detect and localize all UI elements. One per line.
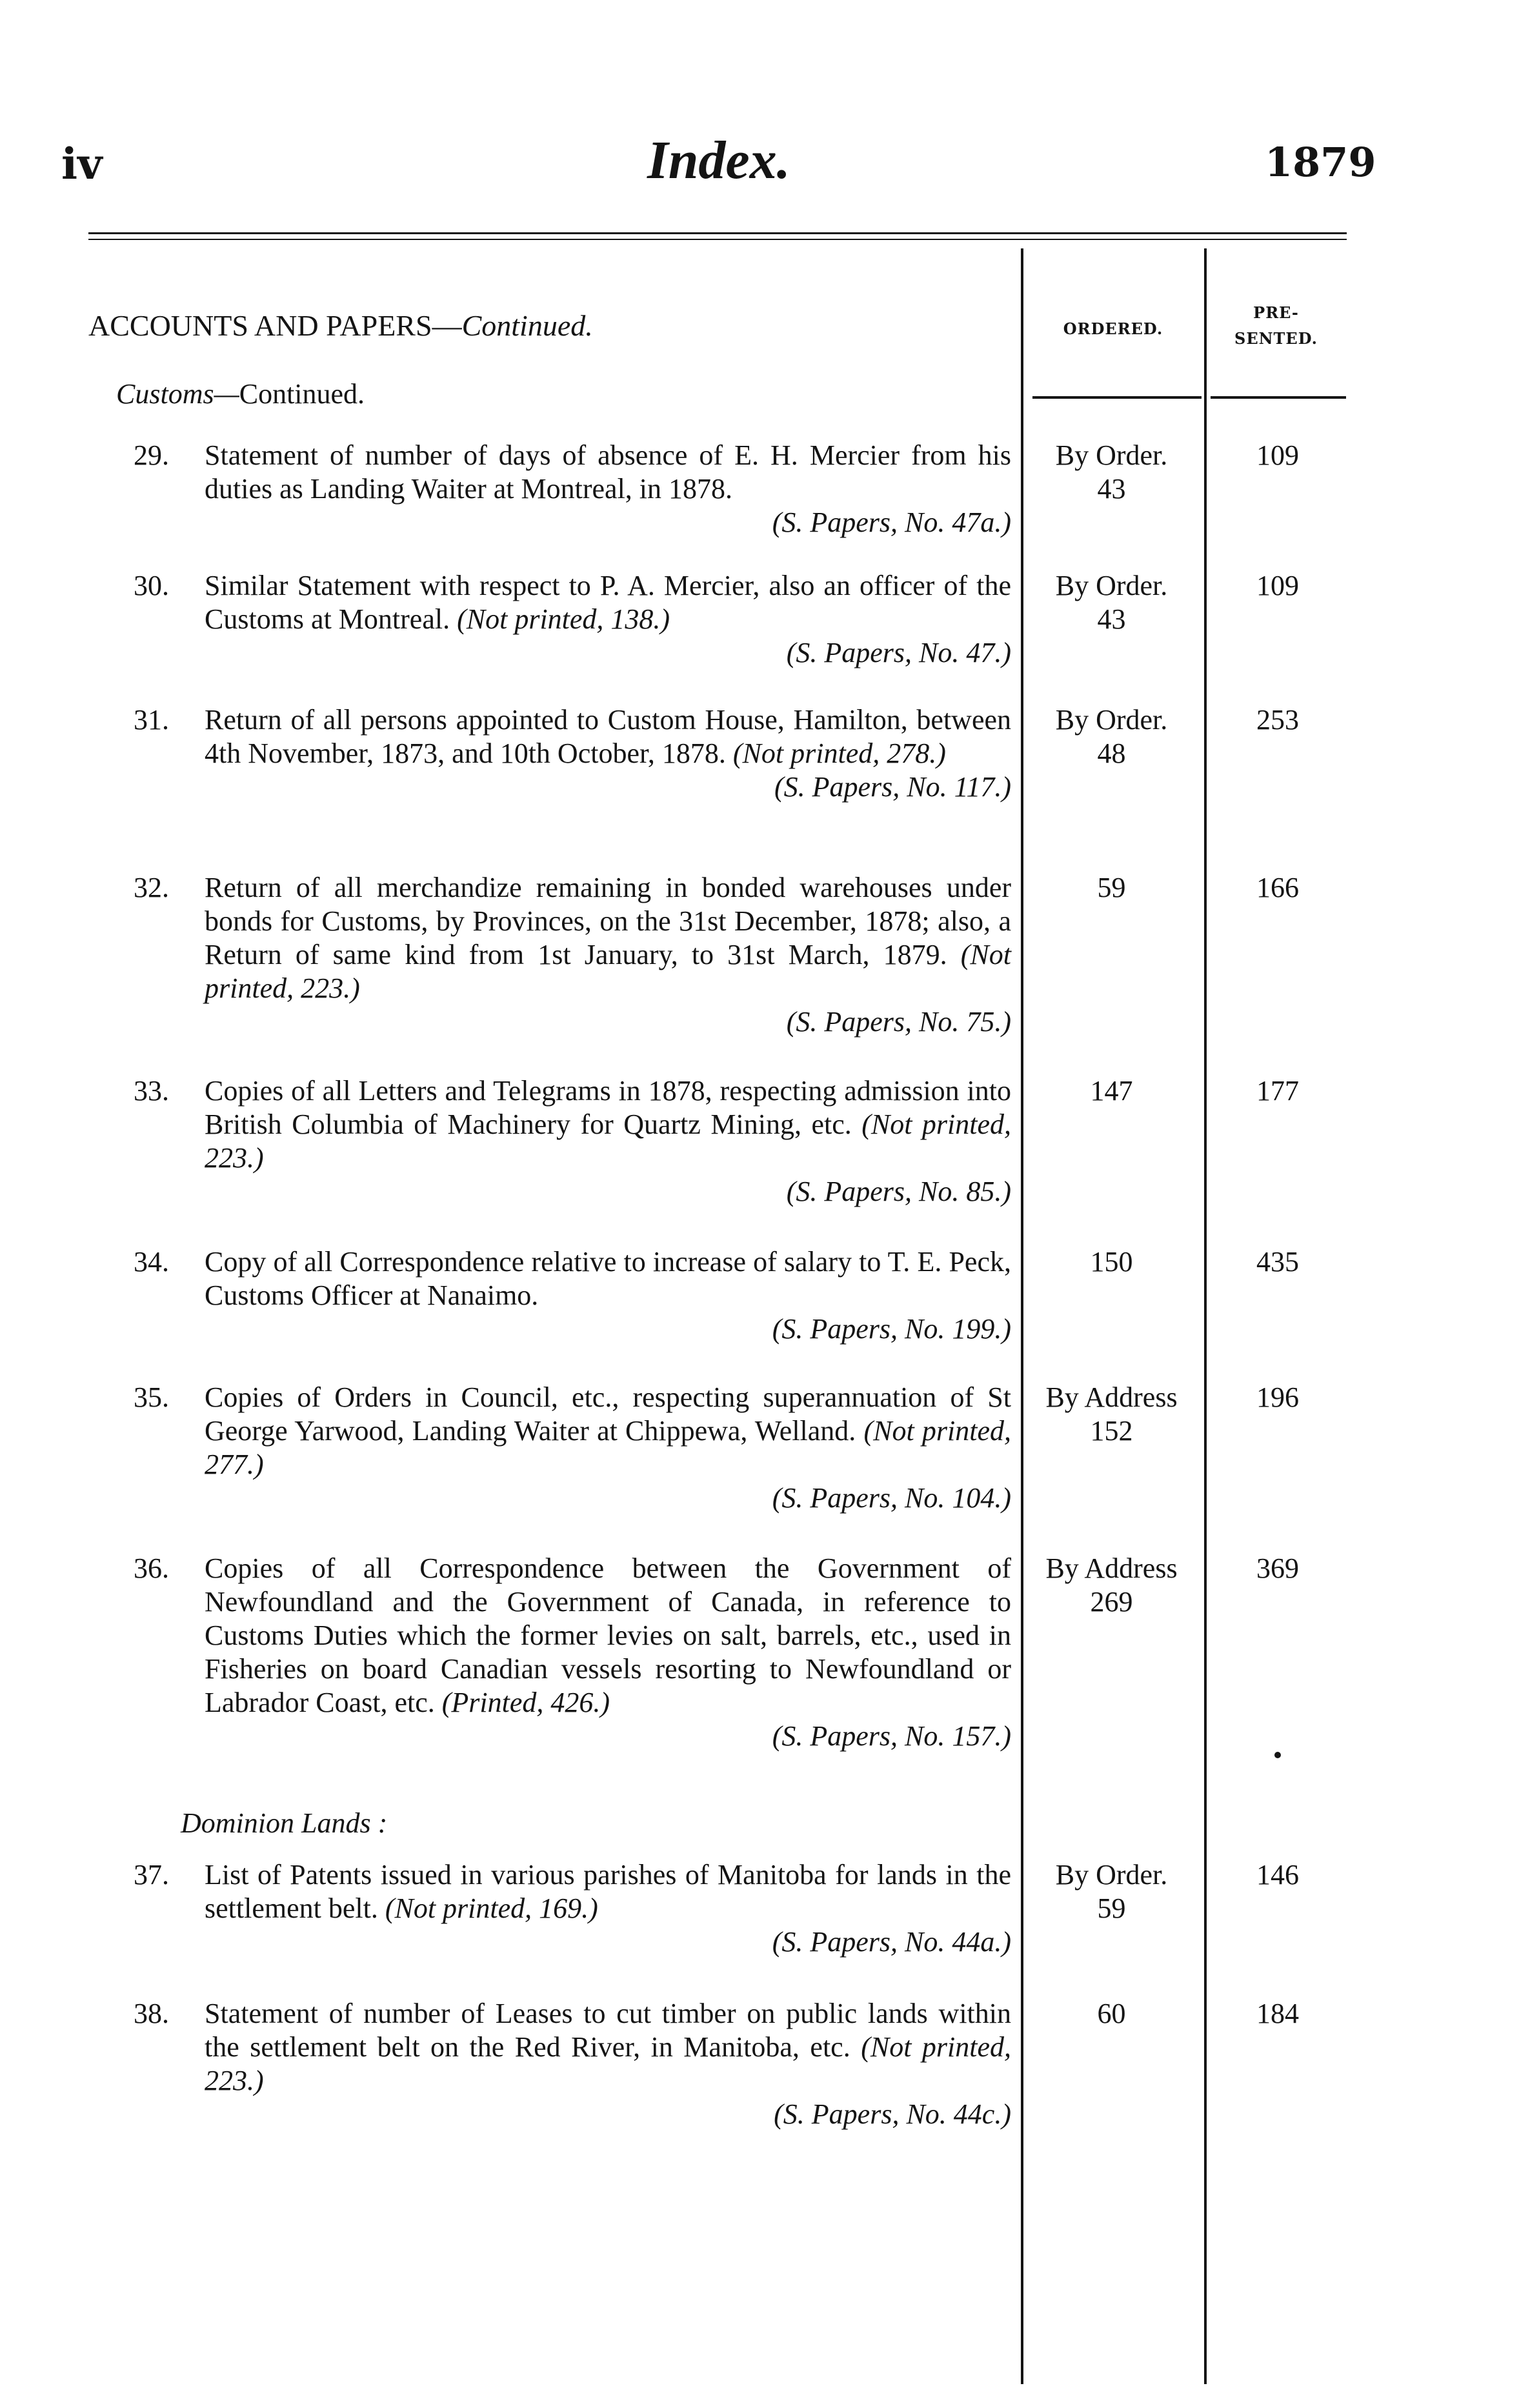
- entry-text: Return of all persons appointed to Custom House, Hamilton, between 4th November, 1873, and 10th October, 1878.: [205, 704, 1011, 769]
- ordered-line1: By Address: [1045, 1552, 1178, 1584]
- entry-body: [205, 1552, 1011, 1753]
- entry-ref: (S. Papers, No. 117.): [774, 771, 1011, 803]
- entry-body: [205, 871, 1011, 1039]
- entry-body: [205, 1074, 1011, 1209]
- index-entry: [134, 439, 1011, 539]
- entry-text: Copies of Orders in Council, etc., respecting superannuation of St George Yarwood, Landing Waiter at Chippewa, Welland.: [205, 1381, 1011, 1447]
- ordered-line1: 60: [1097, 1998, 1126, 2029]
- subsection-heading-dominion-lands: Dominion Lands :: [181, 1807, 388, 1839]
- column-header-ordered: ORDERED.: [1063, 319, 1163, 338]
- entry-number: 31.: [134, 704, 169, 736]
- column-divider-left: [1021, 248, 1023, 2384]
- ordered-line1: 59: [1097, 872, 1126, 903]
- ordered-line1: By Order.: [1055, 570, 1168, 601]
- ordered-line2: 59: [1097, 1892, 1126, 1924]
- entry-text: Statement of number of days of absence of E. H. Mercier from his duties as Landing Waiter at Montreal, in 1878.: [205, 439, 1011, 505]
- entry-presented: 435: [1256, 1246, 1299, 1278]
- entry-number: 36.: [134, 1552, 169, 1584]
- entry-printed-note: (Not printed, 138.): [457, 603, 670, 635]
- column-header-presented-line1: PRE-: [1253, 303, 1299, 322]
- entry-presented: 109: [1256, 570, 1299, 601]
- entry-number: 34.: [134, 1246, 169, 1278]
- entry-ordered: [1026, 1381, 1197, 1448]
- entry-number: 33.: [134, 1075, 169, 1107]
- ordered-line2: 43: [1097, 603, 1126, 635]
- entry-body: [205, 1997, 1011, 2131]
- entry-number: 38.: [134, 1998, 169, 2029]
- entry-presented: 369: [1256, 1552, 1299, 1584]
- entry-presented: 146: [1256, 1859, 1299, 1891]
- entry-body: [205, 1381, 1011, 1515]
- index-entry: [134, 1381, 1011, 1515]
- index-entry: [134, 1245, 1011, 1346]
- entry-printed-note: (Not printed, 223.): [205, 939, 1012, 1004]
- entry-ref: (S. Papers, No. 44c.): [774, 2098, 1011, 2130]
- entry-ref: (S. Papers, No. 199.): [772, 1313, 1011, 1345]
- index-entry: [134, 871, 1011, 1039]
- entry-text: List of Patents issued in various parishes of Manitoba for lands in the settlement belt.: [205, 1859, 1011, 1924]
- entry-presented: 196: [1256, 1381, 1299, 1413]
- column-header-rule-presented: [1211, 396, 1346, 399]
- section-title: ACCOUNTS AND PAPERS—: [88, 309, 462, 342]
- entry-body: [205, 569, 1011, 670]
- ordered-line1: 150: [1090, 1246, 1133, 1278]
- index-entry: [134, 1074, 1011, 1209]
- entry-presented: 253: [1256, 704, 1299, 736]
- entry-ref: (S. Papers, No. 47.): [786, 637, 1011, 668]
- page-title: Index.: [647, 130, 790, 190]
- entry-text: Return of all merchandize remaining in bonded warehouses under bonds for Customs, by Provinces, on the 31st December, 1878; also, a Return of same kind from 1st January, to 31st March, 1879.: [205, 872, 1011, 970]
- entry-presented: 109: [1256, 439, 1299, 471]
- entry-text: Similar Statement with respect to P. A. Mercier, also an officer of the Customs at Montreal.: [205, 570, 1011, 635]
- entry-body: [205, 1858, 1011, 1959]
- entry-body: [205, 1245, 1011, 1346]
- index-entry: [134, 703, 1011, 804]
- header-rule-bottom: [88, 239, 1347, 240]
- page-number: iv: [61, 139, 103, 189]
- section-continued: Continued.: [461, 309, 593, 342]
- ordered-line1: By Order.: [1055, 704, 1168, 736]
- entry-ordered: [1026, 1997, 1197, 2031]
- entry-ordered: [1026, 569, 1197, 636]
- entry-ref: (S. Papers, No. 157.): [772, 1720, 1011, 1752]
- entry-printed-note: (Printed, 426.): [441, 1687, 610, 1718]
- entry-body: [205, 703, 1011, 804]
- index-entry: [134, 1858, 1011, 1959]
- index-entry: [134, 569, 1011, 670]
- entry-number: 30.: [134, 570, 169, 601]
- entry-text: Copies of all Correspondence between the Government of Newfoundland and the Government of Canada, in reference to Customs Duties which the former levies on salt, barrels, etc., used in Fisheries on board Canadian vessels resorting to Newfoundland or Labrador Coast, etc.: [205, 1552, 1011, 1718]
- entry-ref: (S. Papers, No. 75.): [786, 1006, 1011, 1038]
- entry-ref: (S. Papers, No. 47a.): [772, 507, 1011, 538]
- header-rule-top: [88, 232, 1347, 234]
- entry-printed-note: (Not printed, 277.): [205, 1415, 1011, 1480]
- column-header-presented: [1207, 300, 1345, 352]
- decorative-dot: [1274, 1752, 1281, 1758]
- entry-number: 29.: [134, 439, 169, 471]
- entry-number: 35.: [134, 1381, 169, 1413]
- entry-presented: 177: [1256, 1075, 1299, 1107]
- ordered-line2: 43: [1097, 473, 1126, 505]
- entry-printed-note: (Not printed, 278.): [732, 737, 946, 769]
- subsection-name: Customs—: [116, 378, 239, 410]
- column-divider-right: [1204, 248, 1207, 2384]
- entry-number: 37.: [134, 1859, 169, 1891]
- entry-ref: (S. Papers, No. 104.): [772, 1482, 1011, 1514]
- ordered-line2: 269: [1090, 1586, 1133, 1618]
- subsection-heading: [116, 377, 365, 410]
- ordered-line2: 48: [1097, 737, 1126, 769]
- entry-ordered: [1026, 703, 1197, 770]
- entry-text: Copies of all Letters and Telegrams in 1878, respecting admission into British Columbia of Machinery for Quartz Mining, etc.: [205, 1075, 1011, 1140]
- entry-body: [205, 439, 1011, 539]
- entry-text: Statement of number of Leases to cut timber on public lands within the settlement belt on the Red River, in Manitoba, etc.: [205, 1998, 1011, 2063]
- ordered-line1: By Address: [1045, 1381, 1178, 1413]
- column-header-presented-line2: SENTED.: [1234, 329, 1318, 348]
- entry-printed-note: (Not printed, 223.): [205, 1109, 1011, 1174]
- entry-text: Copy of all Correspondence relative to increase of salary to T. E. Peck, Customs Officer at Nanaimo.: [205, 1246, 1011, 1311]
- entry-ordered: [1026, 1858, 1197, 1925]
- subsection-continued: Continued.: [239, 378, 365, 410]
- ordered-line1: By Order.: [1055, 1859, 1168, 1891]
- entry-ref: (S. Papers, No. 44a.): [772, 1926, 1011, 1958]
- entry-ordered: [1026, 1245, 1197, 1279]
- ordered-line1: By Order.: [1055, 439, 1168, 471]
- entry-printed-note: (Not printed, 223.): [205, 2031, 1012, 2096]
- index-entry: [134, 1552, 1011, 1753]
- section-heading: [88, 308, 593, 343]
- entry-ordered: [1026, 1552, 1197, 1619]
- entry-ref: (S. Papers, No. 85.): [786, 1176, 1011, 1207]
- page-year: 1879: [1265, 139, 1376, 186]
- entry-ordered: [1026, 1074, 1197, 1108]
- entry-printed-note: (Not printed, 169.): [385, 1892, 598, 1924]
- index-entry: [134, 1997, 1011, 2131]
- entry-ordered: [1026, 439, 1197, 506]
- entry-number: 32.: [134, 872, 169, 903]
- ordered-line1: 147: [1090, 1075, 1133, 1107]
- ordered-line2: 152: [1090, 1415, 1133, 1447]
- column-header-rule-ordered: [1032, 396, 1202, 399]
- entry-presented: 166: [1256, 872, 1299, 903]
- entry-ordered: [1026, 871, 1197, 905]
- entry-presented: 184: [1256, 1998, 1299, 2029]
